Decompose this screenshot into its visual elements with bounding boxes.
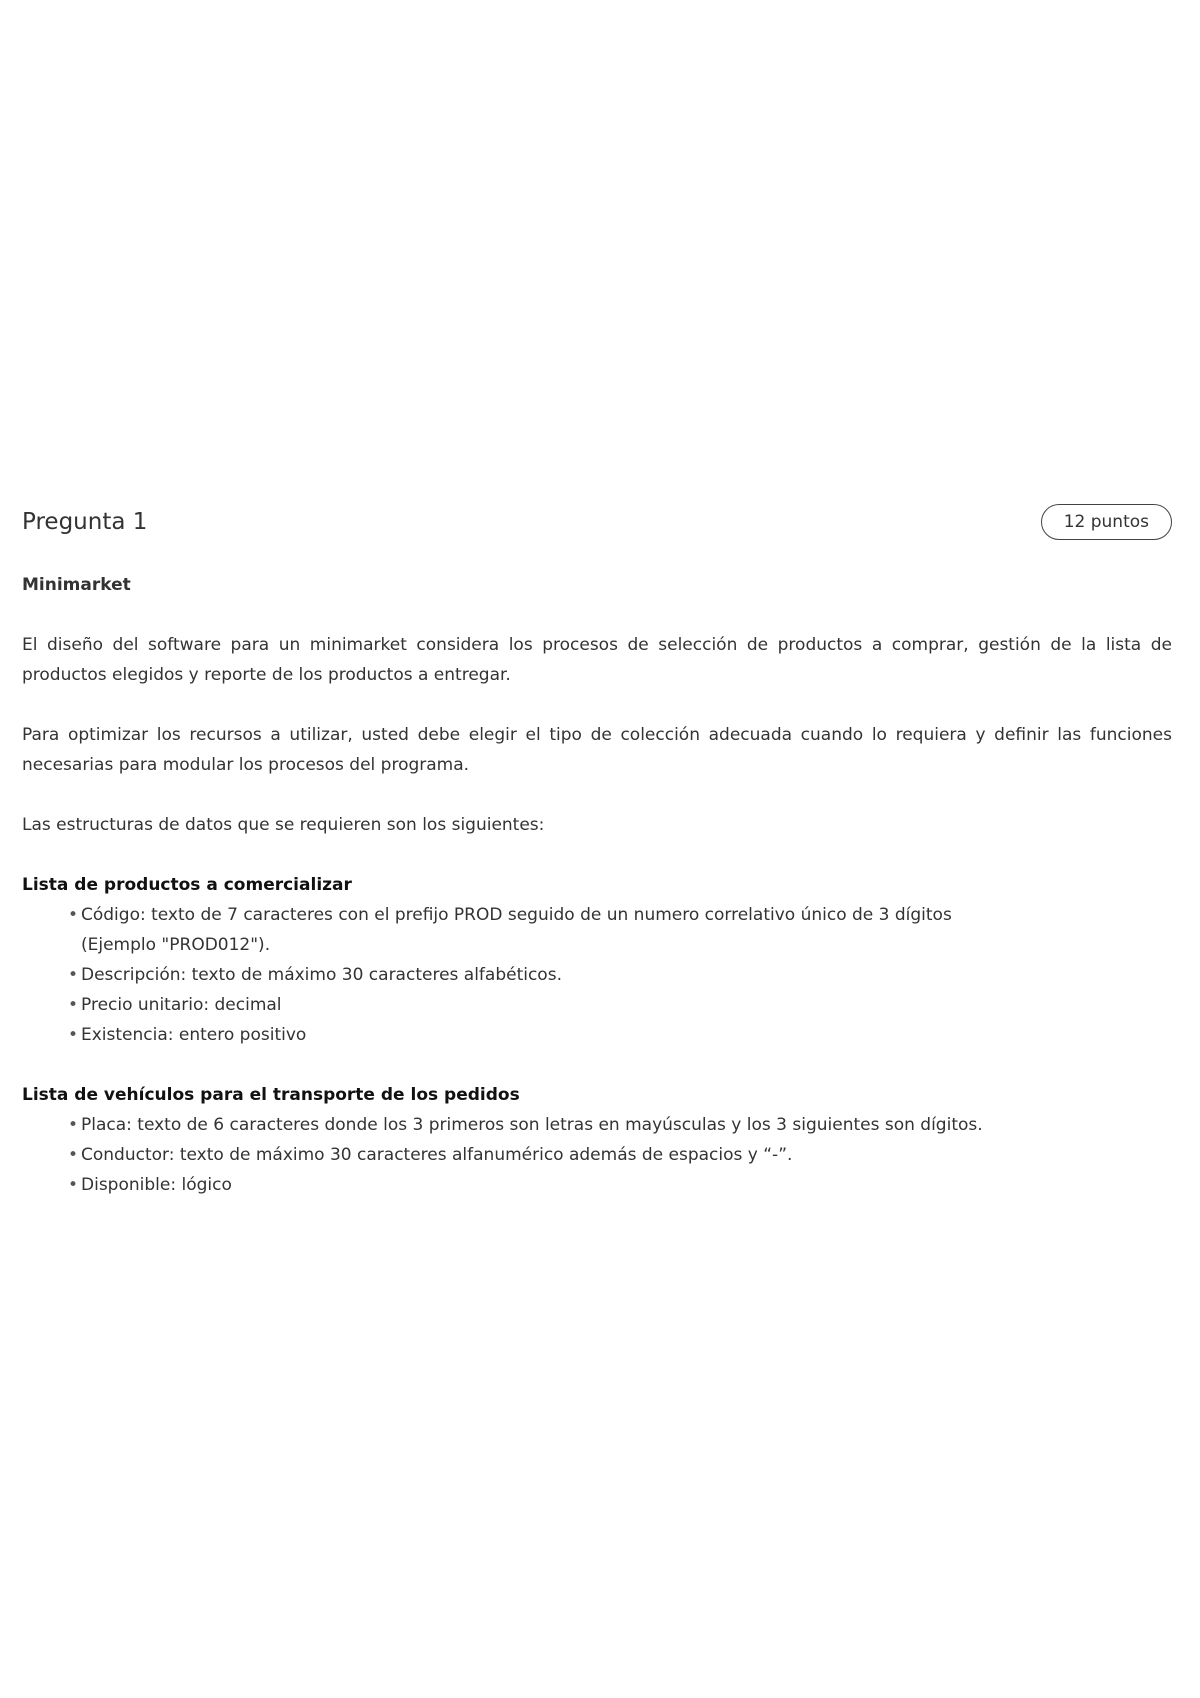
vehiculos-list	[22, 1110, 1172, 1200]
points-badge: 12 puntos	[1041, 504, 1172, 540]
question-card	[22, 500, 1172, 1230]
list-item: • Descripción: texto de máximo 30 caracteres alfabéticos.	[68, 960, 1172, 990]
question-body	[22, 570, 1172, 1200]
section-heading-vehiculos: Lista de vehículos para el transporte de los pedidos	[22, 1085, 520, 1105]
intro-paragraph: El diseño del software para un minimarket considera los procesos de selección de productos a comprar, gestión de la lista de productos elegidos y reporte de los productos a entregar.	[22, 635, 1172, 685]
resources-paragraph: Para optimizar los recursos a utilizar, usted debe elegir el tipo de colección adecuada cuando lo requiera y definir las funciones necesarias para modular los procesos del programa.	[22, 725, 1172, 775]
section-heading-productos: Lista de productos a comercializar	[22, 875, 352, 895]
question-header	[22, 500, 1172, 544]
list-item: • Disponible: lógico	[68, 1170, 1172, 1200]
list-item: • Precio unitario: decimal	[68, 990, 1172, 1020]
list-item: • Placa: texto de 6 caracteres donde los 3 primeros son letras en mayúsculas y los 3 siguientes son dígitos.	[68, 1110, 1172, 1140]
list-item: • Existencia: entero positivo	[68, 1020, 1172, 1050]
question-subtitle: Minimarket	[22, 575, 131, 595]
list-item: • Conductor: texto de máximo 30 caracteres alfanumérico además de espacios y “-”.	[68, 1140, 1172, 1170]
structures-paragraph: Las estructuras de datos que se requieren son los siguientes:	[22, 815, 545, 835]
productos-list	[22, 900, 1172, 1050]
list-item: • Código: texto de 7 caracteres con el prefijo PROD seguido de un numero correlativo único de 3 dígitos (Ejemplo "PROD012").	[68, 900, 1172, 960]
question-title: Pregunta 1	[22, 509, 148, 535]
